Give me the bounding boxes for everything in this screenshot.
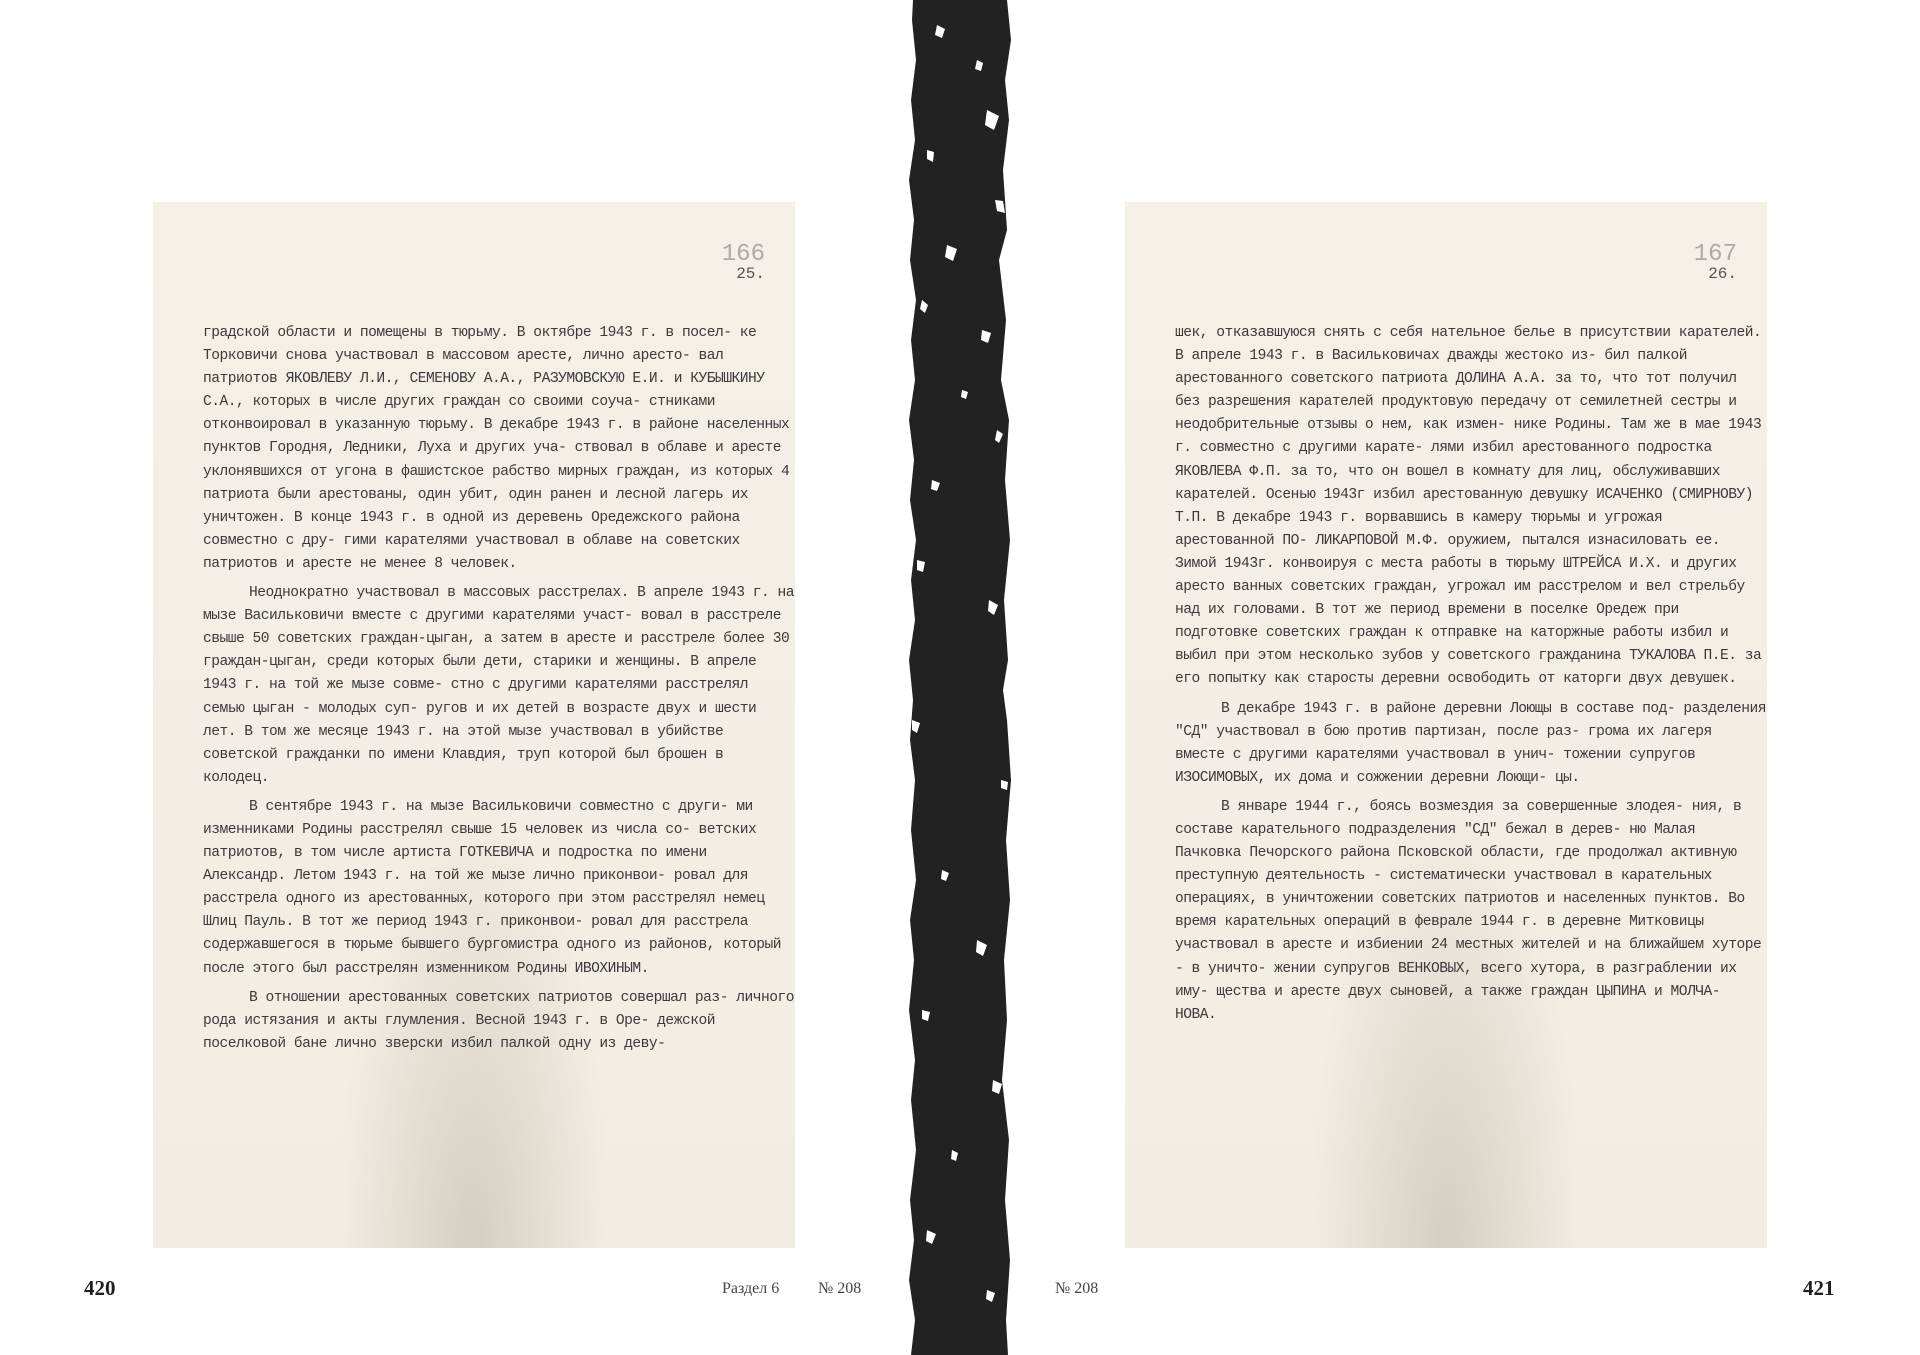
archive-page-number (721, 241, 765, 283)
paragraph: градской области и помещены в тюрьму. В октябре 1943 г. в посел- ке Торковичи снова участвовал в массовом аресте, лично аресто- вал патриотов ЯКОВЛЕВУ Л.И., СЕМЕНОВУ А.А., РАЗУМОВСКУЮ Е.И. и КУБЫШКИНУ С.А., которых в числе других граждан со своими соуча- стниками отконвоировал в указанную тюрьму. В декабре 1943 г. в районе населенных пунктов Городня, Ледники, Луха и других уча- ствовал в облаве и аресте уклонявшихся от угона в фашистское рабство мирных граждан, из которых 4 патриота были арестованы, один убит, один ранен и лесной лагерь их уничтожен. В конце 1943 г. в одной из деревень Оредежского района совместно с дру- гими карателями участвовал в облаве на советских патриотов и аресте не менее 8 человек. (203, 325, 790, 572)
paragraph: Неоднократно участвовал в массовых расстрелах. В апреле 1943 г. на мызе Васильковичи вместе с другими карателями участ- вовал в расстреле свыше 50 советских граждан-цыган, а затем в аресте и расстреле более 30 граждан-цыган, среди которых были дети, старики и женщины. В апреле 1943 г. на той же мызе совме- стно с другими карателями расстрелял семью цыган - молодых суп- ругов и их детей в возрасте двух и шести лет. В том же месяце 1943 г. на этой мызе участвовал в убийстве советской гражданки по имени Клавдия, труп которой был брошен в колодец. (203, 585, 795, 786)
page-number-right: 421 (1803, 1276, 1835, 1300)
archive-stamp-number: 166 (721, 241, 765, 268)
archive-sheet-number: 26. (1708, 265, 1737, 283)
running-head-document-left: № 208 (818, 1280, 862, 1297)
paragraph: шек, отказавшуюся снять с себя нательное белье в присутствии карателей. В апреле 1943 г. в Васильковичах дважды жестоко из- бил палкой арестованного советского патриота ДОЛИНА А.А. за то, что тот получил без разрешения карателей продуктовую передачу от семилетней сестры и неодобрительные отзывы о нем, как измен- нике Родины. Там же в мае 1943 г. совместно с другими карате- лями избил арестованного подростка ЯКОВЛЕВА Ф.П. за то, что он вошел в комнату для лиц, обслуживавших карателей. Осенью 1943г избил арестованную девушку ИСАЧЕНКО (СМИРНОВУ) Т.П. В декабре 1943 г. ворвавшись в камеру тюрьмы и угрожая арестованной ПО- ЛИКАРПОВОЙ М.Ф. оружием, пытался изнасиловать ее. Зимой 1943г. конвоируя с места работы в тюрьму ШТРЕЙСА И.Х. и других аресто ванных советских граждан, угрожал им расстрелом и вел стрельбу над их головами. В тот же период времени в поселке Оредеж при подготовке советских граждан к отправке на каторжные работы избил и выбил при этом несколько зубов у советского гражданина ТУКАЛОВА П.Е. за его попытку как старосты деревни освободить от каторги двух девушек. (1175, 325, 1762, 688)
paragraph: В сентябре 1943 г. на мызе Васильковичи совместно с други- ми изменниками Родины расстрелял свыше 15 человек из числа со- ветских патриотов, в том числе артиста ГОТКЕВИЧА и подростка по имени Александр. Летом 1943 г. на той же мызе лично приконвои- ровал для расстрела одного из арестованных, которого при этом расстрелял немец Шлиц Пауль. В тот же период 1943 г. приконвои- ровал для расстрела содержавшегося в тюрьме бывшего бургомистра одного из районов, который после этого был расстрелян изменником Родины ИВОХИНЫМ. (203, 798, 782, 977)
paragraph: В январе 1944 г., боясь возмездия за совершенные злодея- ния, в составе карательного подразделения "СД" бежал в дерев- ню Малая Пачковка Печорского района Псковской области, где продолжал активную преступную деятельность - систематически участвовал в карательных операциях, в уничтожении советских патриотов и населенных пунктов. Во время карательных операций в феврале 1944 г. в деревне Митковицы участвовал в аресте и избиении 24 местных жителей и на ближайшем хуторе - в уничто- жении супругов ВЕНКОВЫХ, всего хутора, в разграблении их иму- щества и аресте двух сыновей, а также граждан ЦЫПИНА и МОЛЧА- НОВА. (1175, 798, 1762, 1023)
paragraph: В отношении арестованных советских патриотов совершал раз- личного рода истязания и акты глумления. Весной 1943 г. в Оре- дежской поселковой бане лично зверски избил палкой одну из деву- (203, 989, 795, 1052)
typed-text-block (203, 322, 795, 1062)
right-document-scan (1125, 202, 1767, 1248)
running-head-document-right: № 208 (1055, 1280, 1099, 1297)
archive-stamp-number: 167 (1693, 241, 1737, 268)
left-document-scan (153, 202, 795, 1248)
page-number-left: 420 (84, 1276, 116, 1300)
binding-strip (907, 0, 1013, 1355)
archive-sheet-number: 25. (736, 265, 765, 283)
paragraph: В декабре 1943 г. в районе деревни Лоющы в составе под- разделения "СД" участвовал в бою против партизан, после раз- грома их лагеря вместе с другими карателями участвовал в унич- тожении супругов ИЗОСИМОВЫХ, их дома и сожжении деревни Лоющи- цы. (1175, 700, 1767, 786)
typed-text-block (1175, 322, 1767, 1033)
archive-page-number (1693, 241, 1737, 283)
running-head-section: Раздел 6 (722, 1280, 780, 1297)
